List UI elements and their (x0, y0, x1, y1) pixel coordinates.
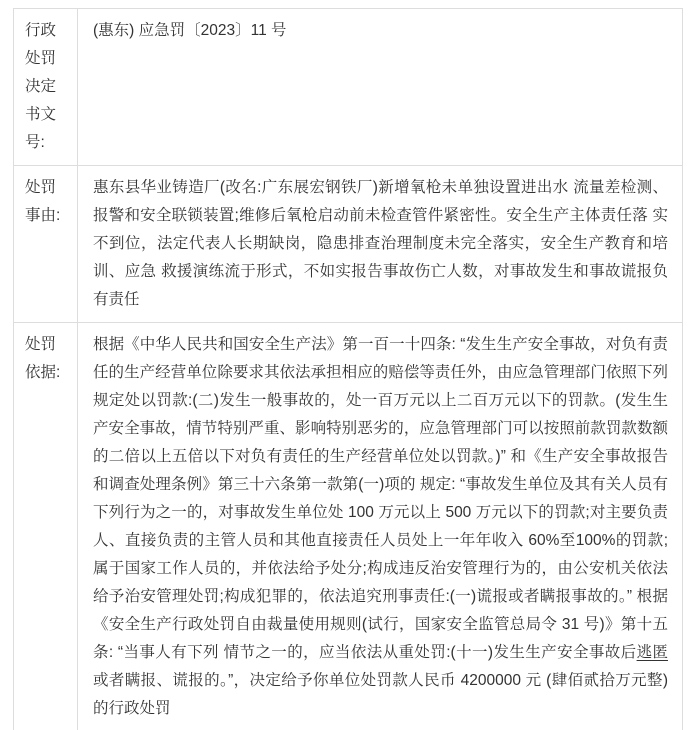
penalty-decision-table (13, 8, 683, 730)
table-row-document-number (14, 9, 683, 166)
penalty-basis-label: 处罚依据: (14, 323, 78, 730)
penalty-reason-label: 处罚事由: (14, 166, 78, 323)
table-row-penalty-basis (14, 323, 683, 730)
document-number-value: (惠东) 应急罚〔2023〕11 号 (78, 9, 683, 166)
document-number-label: 行政处罚决定书文号: (14, 9, 78, 166)
table-row-penalty-reason (14, 166, 683, 323)
penalty-basis-text-part1: 根据《中华人民共和国安全生产法》第一百一十四条: “发生生产安全事故，对负有责任的生产经营单位除要求其依法承担相应的赔偿等责任外，由应急管理部门依照下列规定处以罚款:(二)发生一般事故的，处一百万元以上二百万元以下的罚款。(发生生产安全事故，情节特别严重、影响特别恶劣的，应急管理部门可以按照前款罚款数额的二倍以上五倍以下对负有责任的生产经营单位处以罚款。)” 和《生产安全事故报告和调查处理条例》第三十六条第一款第(一)项的 规定: “事故发生单位及其有关人员有下列行为之一的，对事故发生单位处 100 万元以上 500 万元以下的罚款;对主要负责人、直接负责的主管人员和其他直接责任人员处上一年年收入 60%至100%的罚款;属于国家工作人员的，并依法给予处分;构成违反治安管理行为的，由公安机关依法给予治安管理处罚;构成犯罪的，依法追究刑事责任:(一)谎报或者瞒报事故的。” 根据《安全生产行政处罚自由裁量使用规则(试行，国家安全监管总局令 31 号)》第十五条: “当事人有下列 情节之一的，应当依法从重处罚:(十一)发生生产安全事故后 (93, 336, 668, 661)
penalty-basis-text-part2: 或者瞒报、谎报的。”，决定给予你单位处罚款人民币 4200000 元 (肆佰贰拾万元整) 的行政处罚 (93, 672, 668, 717)
penalty-reason-value: 惠东县华业铸造厂(改名:广东展宏钢铁厂)新增氧枪未单独设置进出水 流量差检测、报警和安全联锁装置;维修后氧枪启动前未检查管件紧密性。安全生产主体责任落 实不到位，法定代表人长期缺岗，隐患排查治理制度未完全落实，安全生产教育和培训、应急 救援演练流于形式，不如实报告事故伤亡人数，对事故发生和事故谎报负有责任 (78, 166, 683, 323)
penalty-basis-value (78, 323, 683, 730)
penalty-basis-underlined-term: 逃匿 (636, 644, 668, 661)
